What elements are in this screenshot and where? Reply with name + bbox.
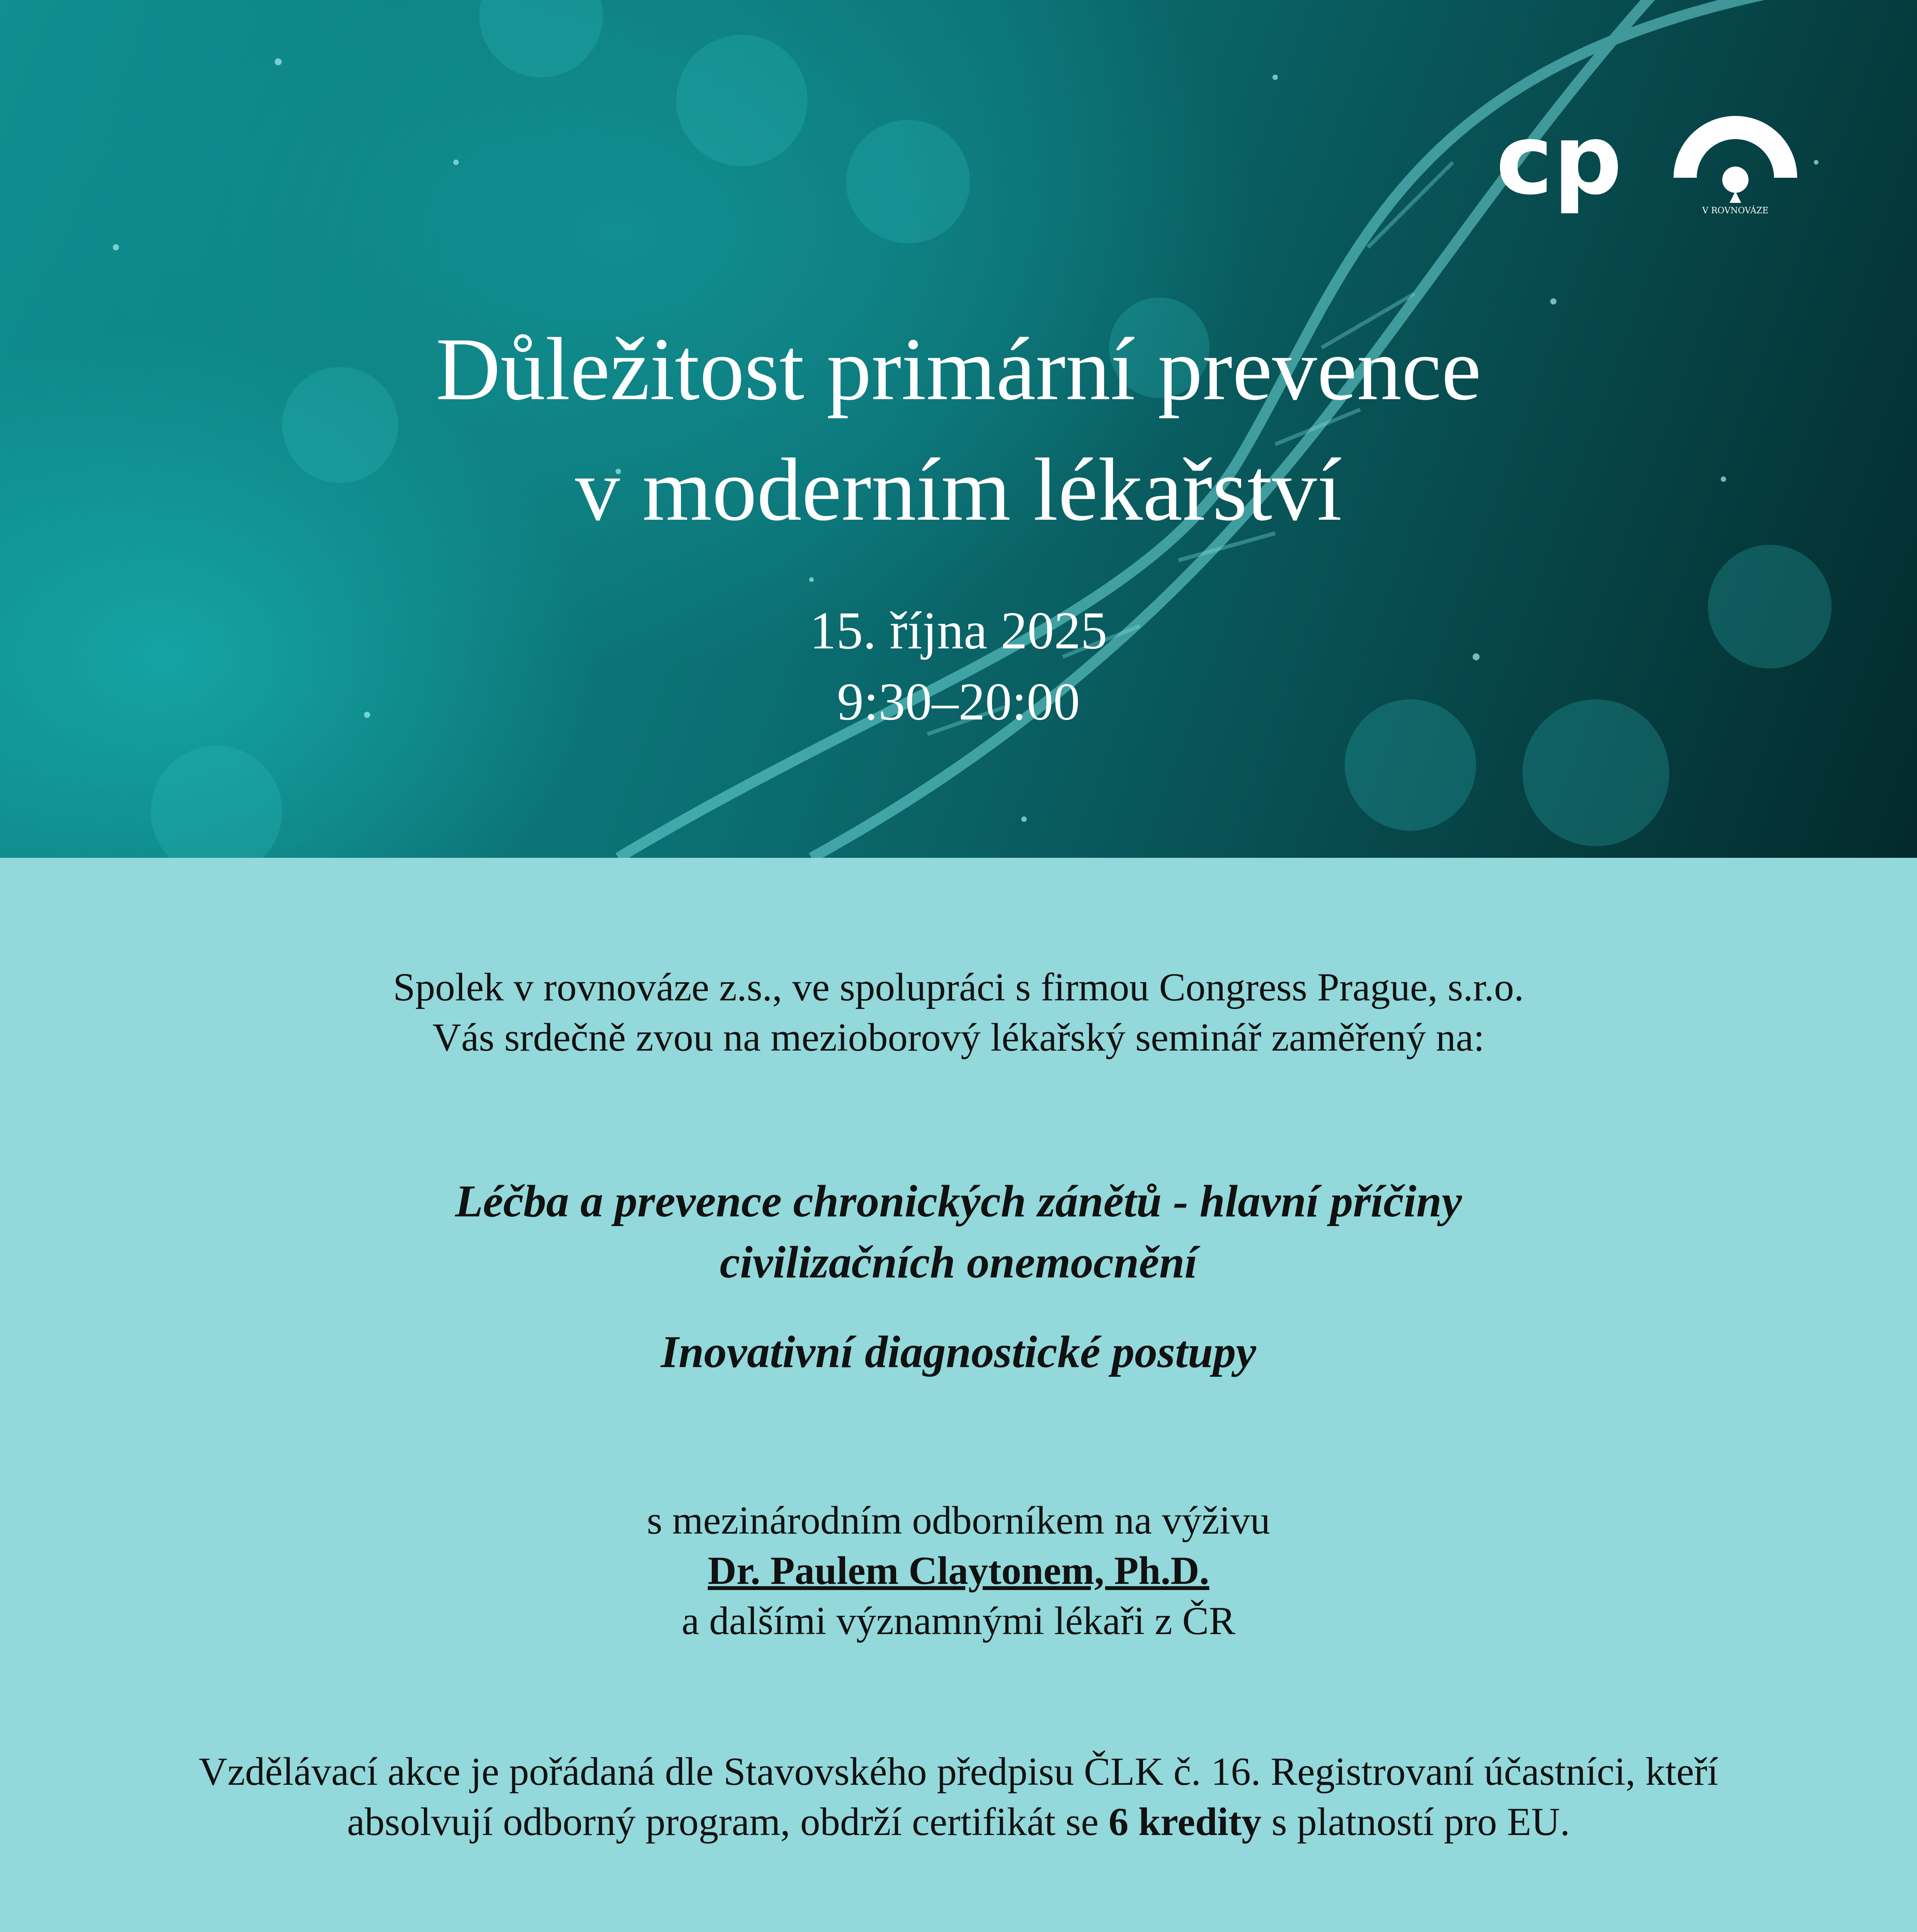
invitation-line2: Vás srdečně zvou na mezioborový lékařský seminář zaměřený na: bbox=[432, 1015, 1485, 1060]
invitation-text bbox=[0, 962, 1917, 1063]
event-title bbox=[0, 309, 1917, 550]
expert-intro: s mezinárodním odborníkem na výživu bbox=[646, 1498, 1271, 1543]
event-time: 9:30–20:00 bbox=[837, 672, 1080, 731]
invitation-line1: Spolek v rovnováze z.s., ve spolupráci s firmou Congress Prague, s.r.o. bbox=[393, 965, 1524, 1009]
credits-value: 6 kredity bbox=[1108, 1800, 1262, 1844]
cp-logo bbox=[1496, 112, 1622, 216]
topic-1 bbox=[0, 1171, 1917, 1293]
expert-section bbox=[0, 1495, 1917, 1646]
education-accreditation bbox=[0, 1747, 1917, 1847]
event-title-line2: v moderním lékařství bbox=[575, 440, 1342, 539]
topic-1-line2: civilizačních onemocnění bbox=[720, 1237, 1197, 1287]
topic-2 bbox=[0, 1321, 1917, 1383]
event-datetime bbox=[0, 595, 1917, 737]
education-line2-end: s platností pro EU. bbox=[1261, 1800, 1570, 1844]
hero-banner bbox=[0, 0, 1917, 858]
rovnovaze-logo bbox=[1674, 116, 1797, 216]
expert-name: Dr. Paulem Claytonem, Ph.D. bbox=[708, 1549, 1209, 1593]
education-line1: Vzdělávací akce je pořádaná dle Stavovského předpisu ČLK č. 16. Registrovaní účastníci, kteří bbox=[199, 1750, 1718, 1794]
education-line2 bbox=[0, 1797, 1917, 1847]
event-title-line1: Důležitost primární prevence bbox=[435, 320, 1482, 419]
organizer-logos bbox=[1496, 112, 1801, 224]
event-date: 15. října 2025 bbox=[810, 601, 1107, 660]
topic-2-line: Inovativní diagnostické postupy bbox=[661, 1327, 1256, 1377]
expert-others: a dalšími významnými lékaři z ČR bbox=[681, 1599, 1236, 1643]
education-line2-start: absolvují odborný program, obdrží certifikát se bbox=[347, 1800, 1109, 1844]
svg-text:V ROVNOVÁZE: V ROVNOVÁZE bbox=[1702, 206, 1769, 216]
topic-1-line1: Léčba a prevence chronických zánětů - hlavní příčiny bbox=[455, 1176, 1462, 1226]
svg-text:cp: cp bbox=[1496, 112, 1623, 216]
